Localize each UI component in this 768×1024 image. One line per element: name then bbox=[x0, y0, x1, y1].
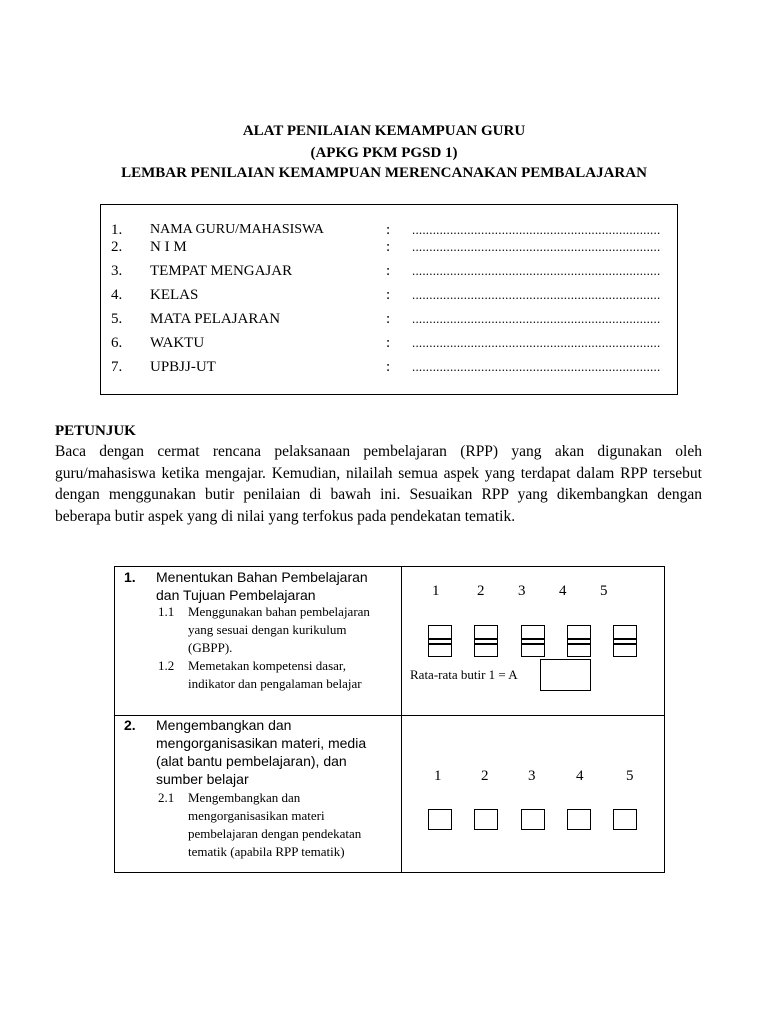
row-number: 5. bbox=[111, 311, 123, 327]
sub-item-number: 2.1 bbox=[158, 790, 175, 805]
form-subtitle: LEMBAR PENILAIAN KEMAMPUAN MERENCANAKAN PEMBALAJARAN bbox=[121, 165, 647, 181]
sub-item bbox=[158, 789, 398, 861]
score-checkbox-2[interactable] bbox=[474, 809, 498, 830]
sub-item-number: 1.2 bbox=[158, 658, 175, 673]
sub-item bbox=[158, 603, 398, 657]
identity-row-upbjj bbox=[101, 359, 677, 381]
row-label: UPBJJ-UT bbox=[150, 359, 216, 375]
identity-row-time bbox=[101, 335, 677, 357]
row-fill-line[interactable]: ........................................................................ bbox=[412, 239, 661, 254]
row-colon: : bbox=[386, 263, 391, 279]
row-number: 4. bbox=[111, 287, 123, 303]
instructions-text: Baca dengan cermat rencana pelaksanaan pembelajaran (RPP) yang akan digunakan oleh guru/mahasiswa ketika mengajar. Kemudian, nilailah semua aspek yang terdapat dalam RPP tersebut dengan menggunakan butir penilaian di bawah ini. Sesuaikan RPP yang dikembangkan dengan beberapa butir aspek yang di nilai yang terfokus pada pendekatan tematik. bbox=[55, 443, 702, 525]
row-colon: : bbox=[386, 335, 391, 351]
average-input-box[interactable] bbox=[540, 659, 591, 691]
row-label: MATA PELAJARAN bbox=[150, 311, 281, 327]
sub-item-text: Menggunakan bahan pembelajaran bbox=[188, 604, 370, 619]
row-number: 6. bbox=[111, 335, 123, 351]
identity-row-class bbox=[101, 287, 677, 309]
row-colon: : bbox=[386, 222, 391, 238]
sub-item-text: Memetakan kompetensi dasar, bbox=[188, 658, 346, 673]
score-checkbox-5[interactable] bbox=[613, 809, 637, 830]
row-label: TEMPAT MENGAJAR bbox=[150, 263, 293, 279]
row-number: 3. bbox=[111, 263, 123, 279]
row-label: NAMA GURU/MAHASISWA bbox=[150, 222, 324, 237]
criterion-title: Menentukan Bahan Pembelajaran bbox=[156, 569, 368, 585]
form-code: (APKG PKM PGSD 1) bbox=[310, 145, 458, 161]
score-checkbox-3[interactable] bbox=[521, 625, 545, 657]
row-label: N I M bbox=[150, 239, 187, 255]
row-colon: : bbox=[386, 359, 391, 375]
row-fill-line[interactable]: ........................................................................ bbox=[412, 359, 661, 374]
sub-item-text: pembelajaran dengan pendekatan bbox=[188, 826, 362, 841]
row-number: 1. bbox=[111, 222, 123, 238]
score-checkbox-3[interactable] bbox=[521, 809, 545, 830]
criterion-title: dan Tujuan Pembelajaran bbox=[156, 587, 316, 603]
score-checkbox-1[interactable] bbox=[428, 809, 452, 830]
sub-item bbox=[158, 657, 398, 693]
scale-label: 4 bbox=[576, 768, 584, 784]
form-title: ALAT PENILAIAN KEMAMPUAN GURU bbox=[242, 123, 526, 139]
scale-label: 5 bbox=[600, 583, 608, 599]
column-divider bbox=[401, 567, 402, 872]
sub-item-text: indikator dan pengalaman belajar bbox=[188, 676, 362, 691]
score-checkbox-4[interactable] bbox=[567, 625, 591, 657]
row-label: WAKTU bbox=[150, 335, 205, 351]
sub-item-text: mengorganisasikan materi bbox=[188, 808, 325, 823]
identity-box bbox=[100, 204, 678, 395]
identity-row-nim bbox=[101, 239, 677, 261]
sub-item-number: 1.1 bbox=[158, 604, 175, 619]
criterion-title: mengorganisasikan materi, media bbox=[156, 735, 367, 751]
row-number: 2. bbox=[111, 239, 123, 255]
sub-item-text: yang sesuai dengan kurikulum bbox=[188, 622, 347, 637]
score-checkbox-1[interactable] bbox=[428, 625, 452, 657]
scale-label: 3 bbox=[528, 768, 536, 784]
scale-label: 5 bbox=[626, 768, 634, 784]
sub-item-text: Mengembangkan dan bbox=[188, 790, 301, 805]
average-label: Rata-rata butir 1 = A bbox=[410, 667, 518, 682]
row-fill-line[interactable]: ........................................................................ bbox=[412, 287, 661, 302]
row-number: 7. bbox=[111, 359, 123, 375]
criterion-number: 2. bbox=[124, 717, 136, 733]
criterion-title: sumber belajar bbox=[156, 771, 249, 787]
row-colon: : bbox=[386, 287, 391, 303]
scale-label: 3 bbox=[518, 583, 526, 599]
score-checkbox-4[interactable] bbox=[567, 809, 591, 830]
row-colon: : bbox=[386, 311, 391, 327]
scale-label: 1 bbox=[434, 768, 442, 784]
sub-item-text: tematik (apabila RPP tematik) bbox=[188, 844, 345, 859]
score-checkbox-5[interactable] bbox=[613, 625, 637, 657]
row-fill-line[interactable]: ........................................................................ bbox=[412, 311, 661, 326]
criterion-title: (alat bantu pembelajaran), dan bbox=[156, 753, 347, 769]
scale-label: 4 bbox=[559, 583, 567, 599]
scale-label: 2 bbox=[481, 768, 489, 784]
instructions-heading: PETUNJUK bbox=[55, 423, 136, 439]
sub-item-text: (GBPP). bbox=[188, 640, 233, 655]
identity-row-place bbox=[101, 263, 677, 285]
row-fill-line[interactable]: ........................................................................ bbox=[412, 222, 661, 237]
scale-label: 1 bbox=[432, 583, 440, 599]
identity-row-subject bbox=[101, 311, 677, 333]
criterion-title: Mengembangkan dan bbox=[156, 717, 292, 733]
row-fill-line[interactable]: ........................................................................ bbox=[412, 263, 661, 278]
row-label: KELAS bbox=[150, 287, 199, 303]
row-colon: : bbox=[386, 239, 391, 255]
scale-label: 2 bbox=[477, 583, 485, 599]
criterion-number: 1. bbox=[124, 569, 136, 585]
score-checkbox-2[interactable] bbox=[474, 625, 498, 657]
row-fill-line[interactable]: ........................................................................ bbox=[412, 335, 661, 350]
